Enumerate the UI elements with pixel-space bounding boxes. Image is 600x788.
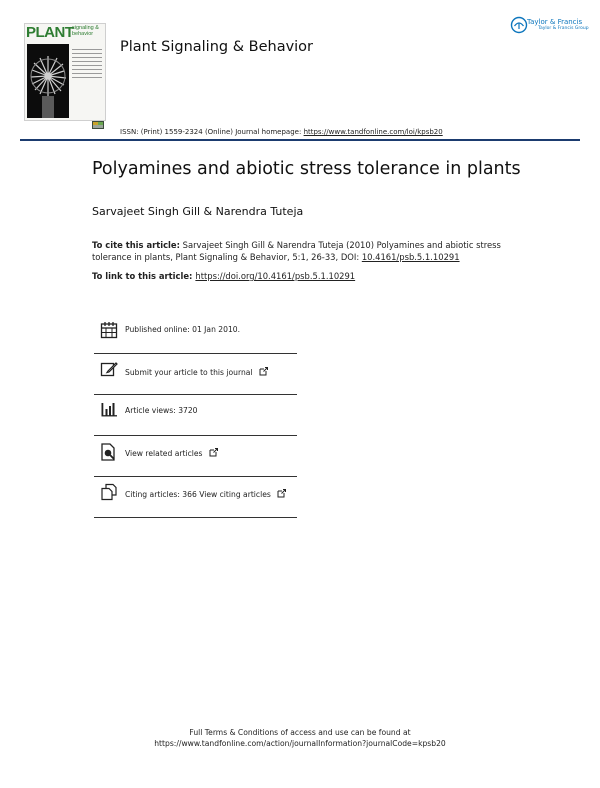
footer-line-1: Full Terms & Conditions of access and use can be found at: [189, 728, 411, 737]
footer-terms-link[interactable]: https://www.tandfonline.com/action/journalInformation?journalCode=kpsb20: [154, 739, 446, 748]
issn-text: ISSN: (Print) 1559-2324 (Online) Journal homepage:: [120, 128, 304, 136]
submit-row[interactable]: [94, 354, 297, 395]
related-articles-link[interactable]: [125, 448, 218, 458]
external-link-icon: [259, 367, 268, 376]
published-date: Published online: 01 Jan 2010.: [125, 325, 241, 334]
crossmark-icon[interactable]: [92, 121, 104, 129]
citing-articles-link[interactable]: [125, 489, 286, 499]
footer: [0, 727, 600, 749]
link-label: To link to this article:: [92, 271, 193, 281]
document-search-icon: [100, 443, 118, 461]
published-row: [94, 313, 297, 354]
cover-brand-sub-2: behavior: [72, 31, 94, 37]
cover-brand: PLANT: [26, 24, 74, 41]
doi-link[interactable]: 10.4161/psb.5.1.10291: [361, 251, 460, 262]
cover-flower-image: [27, 44, 69, 118]
citing-row[interactable]: [94, 477, 297, 518]
journal-title[interactable]: Plant Signaling & Behavior: [120, 39, 314, 55]
link-block: [92, 271, 355, 281]
article-doi-url[interactable]: https://doi.org/10.4161/psb.5.1.10291: [195, 271, 356, 281]
citation-block: [92, 240, 512, 263]
edit-icon: [100, 360, 118, 378]
submit-label: Submit your article to this journal: [125, 368, 253, 377]
publisher-sub: Taylor & Francis Group: [538, 26, 589, 31]
cite-label: To cite this article:: [92, 240, 180, 250]
external-link-icon: [277, 489, 286, 498]
header-divider: [20, 139, 580, 141]
related-label: View related articles: [125, 449, 203, 458]
cover-photo: [27, 44, 69, 118]
cover-brand-sub-1: signaling &: [72, 25, 99, 31]
journal-cover: [24, 23, 106, 121]
article-authors: Sarvajeet Singh Gill & Narendra Tuteja: [92, 205, 304, 218]
calendar-icon: [100, 321, 118, 339]
citing-label: Citing articles: 366 View citing articles: [125, 490, 271, 499]
submit-article-link[interactable]: [125, 367, 268, 377]
citing-documents-icon: [100, 483, 118, 501]
article-title: Polyamines and abiotic stress tolerance in plants: [92, 159, 521, 179]
article-views: Article views: 3720: [125, 406, 198, 415]
external-link-icon: [209, 448, 218, 457]
issn-line: [120, 128, 443, 136]
journal-homepage-link[interactable]: https://www.tandfonline.com/loi/kpsb20: [303, 128, 443, 136]
views-row: [94, 395, 297, 436]
publisher-name: Taylor & Francis: [527, 18, 583, 26]
cover-brand-sub: [72, 25, 105, 37]
bar-chart-icon: [100, 400, 118, 418]
cover-info-lines: [72, 46, 102, 86]
related-row[interactable]: [94, 436, 297, 477]
cite-text: Sarvajeet Singh Gill & Narendra Tuteja (2010) Polyamines and abiotic stress tolerance in plants, Plant Signaling & Behavior, 5:1, 26-33, DOI:: [92, 240, 501, 262]
